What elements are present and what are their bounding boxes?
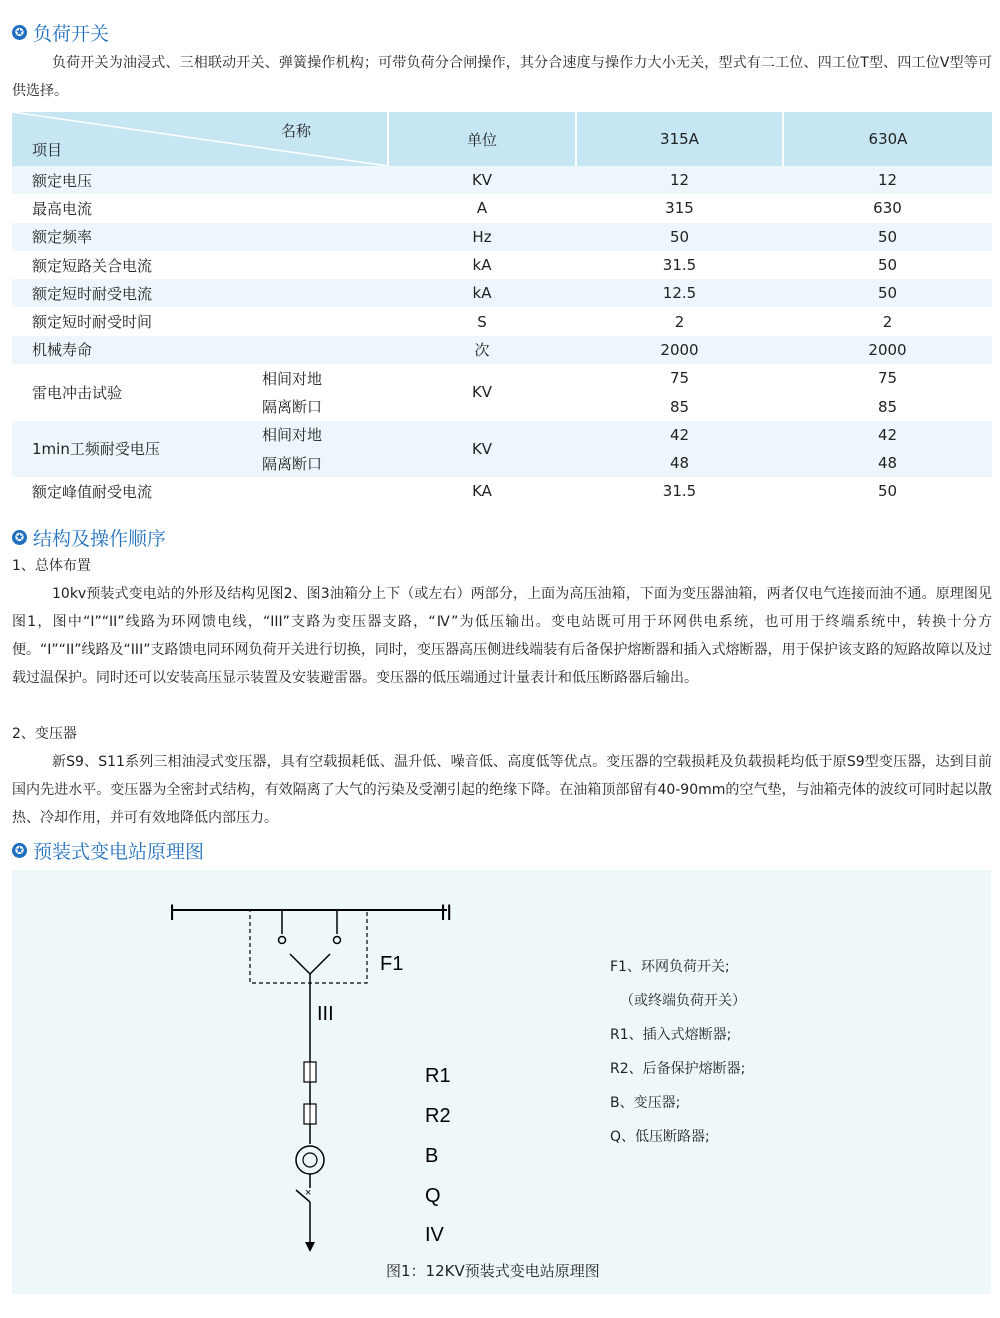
row-value-630a: 50 <box>783 223 992 251</box>
row-item: 额定频率 <box>12 223 388 251</box>
row-value-630a: 85 <box>783 392 992 420</box>
table-row <box>12 364 992 392</box>
layout-paragraph: 10kv预装式变电站的外形及结构见图2、图3油箱分上下（或左右）两部分，上面为高压油箱，下面为变压器油箱，两者仅电气连接而油不通。原理图见图1，图中“I”“II”线路为环网馈电线，“III”支路为变压器支路，“Ⅳ”为低压输出。变电站既可用于环网供电系统，也可用于终端系统中，转换十分方便。“I”“II”线路及“III”支路馈电同环网负荷开关进行切换，同时，变压器高压侧进线端装有后备保护熔断器和插入式熔断器，用于保护该支路的短路故障以及过载过温保护。同时还可以安装高压显示装置及安装避雷器。变压器的低压端通过计量表计和低压断路器后输出。 <box>12 586 992 686</box>
spec-table <box>12 112 992 506</box>
row-item: 额定峰值耐受电流 <box>12 477 388 505</box>
table-row <box>12 336 992 364</box>
row-value-630a: 2000 <box>783 336 992 364</box>
row-subitem: 相间对地 <box>202 364 388 392</box>
header-name-item-cell <box>12 112 388 166</box>
row-value-315a: 85 <box>576 392 783 420</box>
row-item: 额定短时耐受时间 <box>12 307 388 335</box>
row-value-630a: 48 <box>783 449 992 477</box>
schematic-panel <box>12 870 991 1294</box>
row-value-315a: 12 <box>576 166 783 194</box>
label-F1: F1 <box>380 953 404 975</box>
table-row <box>12 307 992 335</box>
row-value-315a: 31.5 <box>576 477 783 505</box>
row-value-630a: 42 <box>783 421 992 449</box>
legend-item: B、变压器; <box>610 1095 681 1111</box>
row-unit: kA <box>388 279 576 307</box>
table-row <box>12 279 992 307</box>
output-arrow-IV <box>305 1242 315 1252</box>
row-unit: KA <box>388 477 576 505</box>
row-subitem: 隔离断口 <box>202 392 388 420</box>
label-B: B <box>425 1145 439 1167</box>
row-value-315a: 42 <box>576 421 783 449</box>
row-item: 雷电冲击试验 <box>12 364 202 421</box>
transformer-paragraph: 新S9、S11系列三相油浸式变压器，具有空载损耗低、温升低、噪音低、高度低等优点。变压器的空载损耗及负载损耗均低于原S9型变压器，达到目前国内先进水平。变压器为全密封式结构，有效隔离了大气的污染及受潮引起的绝缘下降。在油箱顶部留有40-90mm的空气垫，与油箱壳体的波纹可同时起以散热、冷却作用，并可有效地降低内部压力。 <box>12 754 992 826</box>
row-value-630a: 50 <box>783 251 992 279</box>
row-unit: KV <box>388 421 576 478</box>
row-value-315a: 2000 <box>576 336 783 364</box>
schematic-legend <box>610 950 746 1154</box>
table-row <box>12 421 992 449</box>
row-value-315a: 48 <box>576 449 783 477</box>
transformer-inner-circle <box>303 1153 317 1167</box>
row-value-315a: 31.5 <box>576 251 783 279</box>
row-unit: S <box>388 307 576 335</box>
row-unit: Hz <box>388 223 576 251</box>
table-row <box>12 194 992 222</box>
row-value-630a: 50 <box>783 477 992 505</box>
label-R1: R1 <box>425 1065 451 1087</box>
figure-caption: 图1：12KV预装式变电站原理图 <box>386 1262 600 1280</box>
row-value-630a: 630 <box>783 194 992 222</box>
table-header-row <box>12 112 992 166</box>
legend-item: （或终端负荷开关） <box>620 993 746 1009</box>
header-name-label: 名称 <box>280 122 311 140</box>
header-unit: 单位 <box>388 112 576 166</box>
row-unit: KV <box>388 166 576 194</box>
switch-left-blade <box>290 954 310 974</box>
row-item: 最高电流 <box>12 194 388 222</box>
section-load-switch-heading <box>12 19 109 45</box>
switch-right-contact <box>334 937 341 944</box>
star-icon: ✪ <box>12 25 27 40</box>
legend-item: Q、低压断路器; <box>610 1129 710 1145</box>
table-row <box>12 166 992 194</box>
label-line-I: I <box>169 900 176 925</box>
legend-item: R2、后备保护熔断器; <box>610 1061 746 1077</box>
label-line-III: III <box>317 1003 334 1025</box>
row-value-630a: 12 <box>783 166 992 194</box>
row-value-315a: 50 <box>576 223 783 251</box>
section-structure-heading <box>12 524 166 550</box>
load-switch-intro: 负荷开关为油浸式、三相联动开关、弹簧操作机构；可带负荷分合闸操作，其分合速度与操作力大小无关，型式有二工位、四工位T型、四工位V型等可供选择。 <box>12 55 992 99</box>
switch-left-contact <box>279 937 286 944</box>
switch-right-blade <box>310 954 330 974</box>
row-subitem: 相间对地 <box>202 421 388 449</box>
row-value-630a: 50 <box>783 279 992 307</box>
table-row <box>12 477 992 505</box>
row-item: 机械寿命 <box>12 336 388 364</box>
row-item: 额定电压 <box>12 166 388 194</box>
section-title: 负荷开关 <box>33 22 110 45</box>
row-unit: A <box>388 194 576 222</box>
transformer-outer-circle <box>296 1146 324 1174</box>
section-title: 预装式变电站原理图 <box>33 840 205 863</box>
header-630a: 630A <box>783 112 992 166</box>
subheading-layout: 1、总体布置 <box>12 558 91 574</box>
label-IV: IV <box>425 1224 444 1246</box>
table-row <box>12 223 992 251</box>
star-icon: ✪ <box>12 530 27 545</box>
header-diagonal-line <box>12 112 388 166</box>
star-icon: ✪ <box>12 843 27 858</box>
row-value-630a: 2 <box>783 307 992 335</box>
row-value-315a: 315 <box>576 194 783 222</box>
label-Q: Q <box>425 1185 441 1207</box>
row-item: 1min工频耐受电压 <box>12 421 202 478</box>
row-item: 额定短时耐受电流 <box>12 279 388 307</box>
row-item: 额定短路关合电流 <box>12 251 388 279</box>
row-value-630a: 75 <box>783 364 992 392</box>
legend-item: R1、插入式熔断器; <box>610 1027 732 1043</box>
row-value-315a: 75 <box>576 364 783 392</box>
row-unit: 次 <box>388 336 576 364</box>
row-unit: kA <box>388 251 576 279</box>
row-value-315a: 12.5 <box>576 279 783 307</box>
subheading-transformer: 2、变压器 <box>12 726 77 742</box>
label-line-II: II <box>440 900 453 925</box>
row-unit: KV <box>388 364 576 421</box>
row-value-315a: 2 <box>576 307 783 335</box>
label-R2: R2 <box>425 1105 451 1127</box>
row-subitem: 隔离断口 <box>202 449 388 477</box>
legend-item: F1、环网负荷开关; <box>610 959 730 975</box>
header-item-label: 项目 <box>32 141 63 159</box>
table-row <box>12 251 992 279</box>
schematic-diagram <box>12 870 991 1294</box>
section-schematic-heading <box>12 837 204 863</box>
breaker-q-cross: × <box>305 1187 312 1199</box>
section-title: 结构及操作顺序 <box>33 527 167 550</box>
header-315a: 315A <box>576 112 783 166</box>
